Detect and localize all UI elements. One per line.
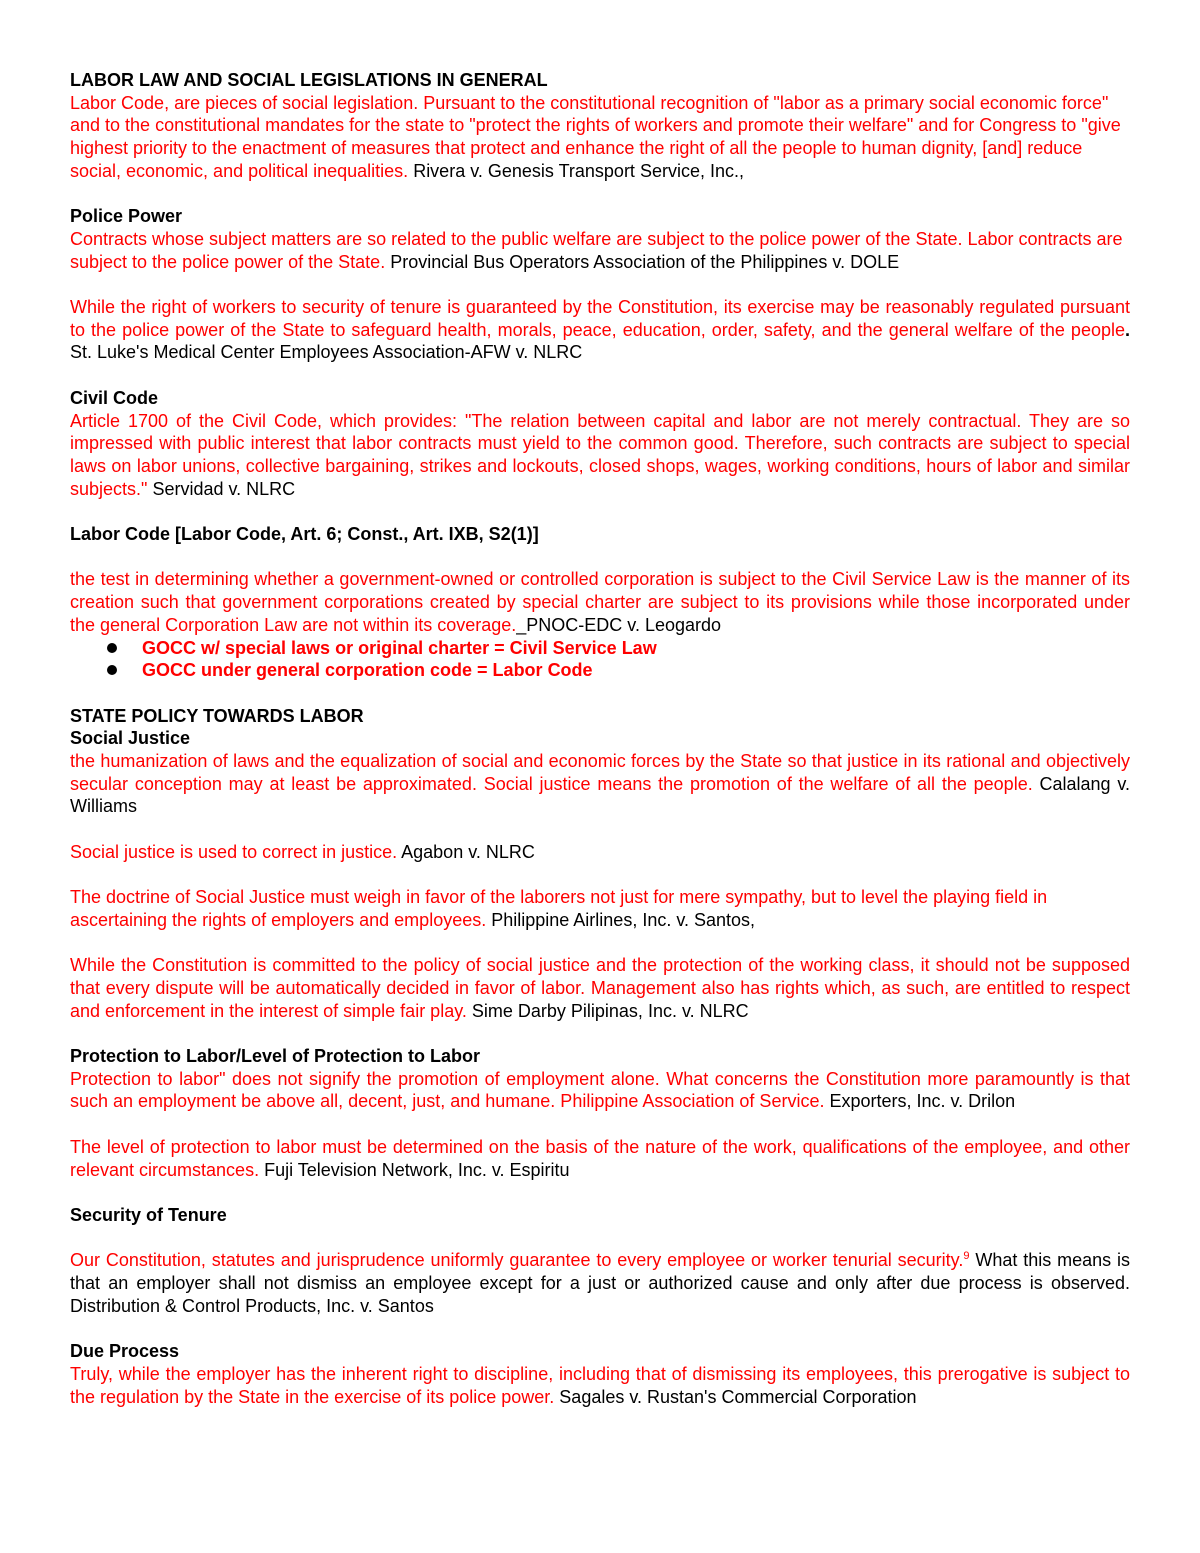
footnote-marker[interactable]: 9 [963, 1250, 970, 1263]
civil-code-heading: Civil Code [70, 387, 159, 408]
police-power-citation-1: Provincial Bus Operators Association of the Philippines v. DOLE [385, 251, 900, 272]
intro-citation: Rivera v. Genesis Transport Service, Inc., [408, 160, 744, 181]
labor-code-paragraph [70, 568, 1130, 636]
social-justice-heading: Social Justice [70, 728, 191, 749]
intro-text: Labor Code, are pieces of social legislation. Pursuant to the constitutional recognition of "labor as a primary social economic force" and to the constitutional mandates for the state to "protect the rights of workers and promote their welfare" and for Congress to "give highest priority to the enactment of measures that protect and enhance the right of all the people to human dignity, [and] reduce social, economic, and political inequalities. [70, 92, 1121, 181]
labor-code-text: the test in determining whether a government-owned or controlled corporation is subject to the Civil Service Law is the manner of its creation such that government corporations created by special charter are subject to its provisions while those incorporated under the general Corporation Law are not within its coverage. [70, 569, 1130, 635]
bullet-icon [107, 643, 117, 653]
police-power-text-2: While the right of workers to security of tenure is guaranteed by the Constitution, its exercise may be reasonably regulated pursuant to the police power of the State to safeguard health, morals, peace, education, order, safety, and the general welfare of the people [70, 297, 1130, 340]
bullet-item: GOCC w/ special laws or original charter = Civil Service Law [70, 637, 1130, 660]
tenure-paragraph: Our Constitution, statutes and jurisprudence uniformly guarantee to every employee or worker tenurial security.$^9$ What this means is that an employer shall not dismiss an employee except for a just or authorized cause and only after due process is observed. Distribution & Control Products, Inc. v. Santos [70, 1250, 1130, 1316]
bullet-icon [107, 665, 117, 675]
due-process-heading: Due Process [70, 1341, 180, 1362]
tenure-heading: Security of Tenure [70, 1204, 227, 1225]
police-power-citation-2: St. Luke's Medical Center Employees Association-AFW v. NLRC [70, 342, 583, 363]
social-justice-paragraph-3: The doctrine of Social Justice must weigh in favor of the laborers not just for mere sympathy, but to level the playing field in ascertaining the rights of employers and employees. Philippine Airlines, Inc. v. Santos, [70, 887, 1048, 930]
due-process-paragraph: Truly, while the employer has the inherent right to discipline, including that of dismissing its employees, this prerogative is subject to the regulation by the State in the exercise of its police power. Sagales v. Rustan's Commercial Corporation [70, 1363, 1130, 1407]
bullet-item: GOCC under general corporation code = Labor Code [70, 659, 1130, 682]
police-power-period: . [1124, 319, 1130, 340]
social-justice-paragraph-1: the humanization of laws and the equalization of social and economic forces by the State so that justice in its rational and objectively secular conception may at least be approximated. Social justice means the promotion of the welfare of all the people. Calalang v. Williams [70, 751, 1130, 817]
labor-code-heading: Labor Code [Labor Code, Art. 6; Const., Art. IXB, S2(1)] [70, 524, 539, 544]
gocc-bullet-list [70, 637, 1130, 682]
civil-code-text: Article 1700 of the Civil Code, which provides: "The relation between capital and labor are not merely contractual. They are so impressed with public interest that labor contracts must yield to the common good. Therefore, such contracts are subject to special laws on labor unions, collective bargaining, strikes and lockouts, closed shops, wages, working conditions, hours of labor and similar subjects." [70, 410, 1130, 499]
social-justice-paragraph-4: While the Constitution is committed to the policy of social justice and the protection of the working class, it should not be supposed that every dispute will be automatically decided in favor of labor. Management also has rights which, as such, are entitled to respect and enforcement in the interest of simple fair play. Sime Darby Pilipinas, Inc. v. NLRC [70, 955, 1130, 1021]
police-power-paragraph-1 [70, 228, 1130, 273]
police-power-heading: Police Power [70, 206, 183, 227]
intro-paragraph [70, 92, 1130, 183]
state-policy-heading: STATE POLICY TOWARDS LABOR [70, 705, 364, 726]
document-page [70, 69, 1130, 1408]
civil-code-paragraph [70, 410, 1130, 501]
protection-heading: Protection to Labor/Level of Protection to Labor [70, 1046, 481, 1067]
police-power-text-1: Contracts whose subject matters are so related to the public welfare are subject to the police power of the State. Labor contracts are subject to the police power of the State. [70, 228, 1123, 272]
social-justice-paragraph-2: Social justice is used to correct in justice. Agabon v. NLRC [70, 841, 535, 862]
protection-paragraph-1: Protection to labor" does not signify the promotion of employment alone. What concerns the Constitution more paramountly is that such an employment be above all, decent, just, and humane. Philippine Association of Service. Exporters, Inc. v. Drilon [70, 1068, 1130, 1112]
document-title: LABOR LAW AND SOCIAL LEGISLATIONS IN GENERAL [70, 70, 548, 90]
police-power-paragraph-2 [70, 296, 1130, 364]
civil-code-citation: Servidad v. NLRC [147, 478, 296, 499]
protection-paragraph-2: The level of protection to labor must be determined on the basis of the nature of the work, qualifications of the employee, and other relevant circumstances. Fuji Television Network, Inc. v. Espiritu [70, 1136, 1130, 1180]
labor-code-citation: _PNOC-EDC v. Leogardo [516, 614, 722, 635]
